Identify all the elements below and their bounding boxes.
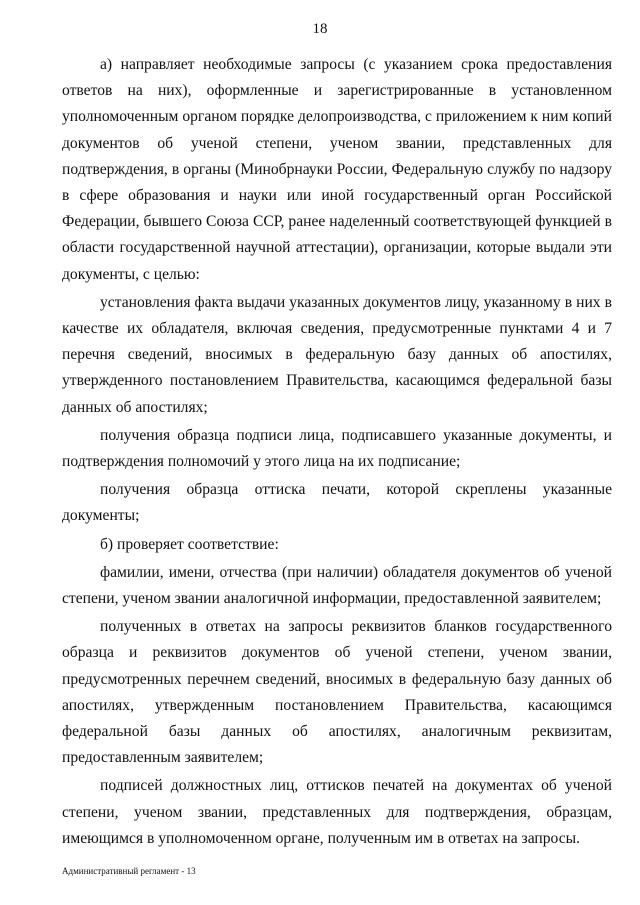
footer-note: Административный регламент - 13 [62,866,196,876]
paragraph-a: а) направляет необходимые запросы (с указанием срока предоставления ответов на них), оформленные и зарегистрированные в установленном уполномоченным органом порядке делопроизводства, с приложением к ним копий документов об ученой степени, ученом звании, представленных для подтверждения, в органы (Минобрнауки России, Федеральную службу по надзору в сфере образования и науки или иной государственный орган Российской Федерации, бывшего Союза ССР, ранее наделенный соответствующей функцией в области государственной научной аттестации), организации, которые выдали эти документы, с целью: [62,56,612,283]
paragraph-check-1: фамилии, имени, отчества (при наличии) обладателя документов об ученой степени, ученом звании аналогичной информации, предоставленной заявителем; [62,563,612,608]
page-number: 18 [312,21,328,37]
paragraph-purpose-3: получения образца оттиска печати, которой скреплены указанные документы; [62,481,612,525]
paragraph-check-3: подписей должностных лиц, оттисков печатей на документах об ученой степени, ученом звании, представленных для подтверждения, образцам, имеющимся в уполномоченном органе, полученным им в ответах на запросы. [62,777,612,847]
paragraph-check-2: полученных в ответах на запросы реквизитов бланков государственного образца и реквизитов документов об ученой степени, ученом звании, предусмотренных перечнем сведений, вносимых в федеральную базу данных об апостилях, утвержденным постановлением Правительства, касающимся федеральной базы данных об апостилях, аналогичным реквизитам, предоставленным заявителем; [62,618,612,767]
paragraph-b: б) проверяет соответствие: [100,535,279,553]
paragraph-purpose-1: установления факта выдачи указанных документов лицу, указанному в них в качестве их обладателя, включая сведения, предусмотренные пунктами 4 и 7 перечня сведений, вносимых в федеральную базу данных об апостилях, утвержденного постановлением Правительства, касающимся федеральной базы данных об апостилях; [62,293,612,416]
document-body [62,52,612,854]
paragraph-purpose-2: получения образца подписи лица, подписавшего указанные документы, и подтверждения полномочий у этого лица на их подписание; [62,426,612,471]
